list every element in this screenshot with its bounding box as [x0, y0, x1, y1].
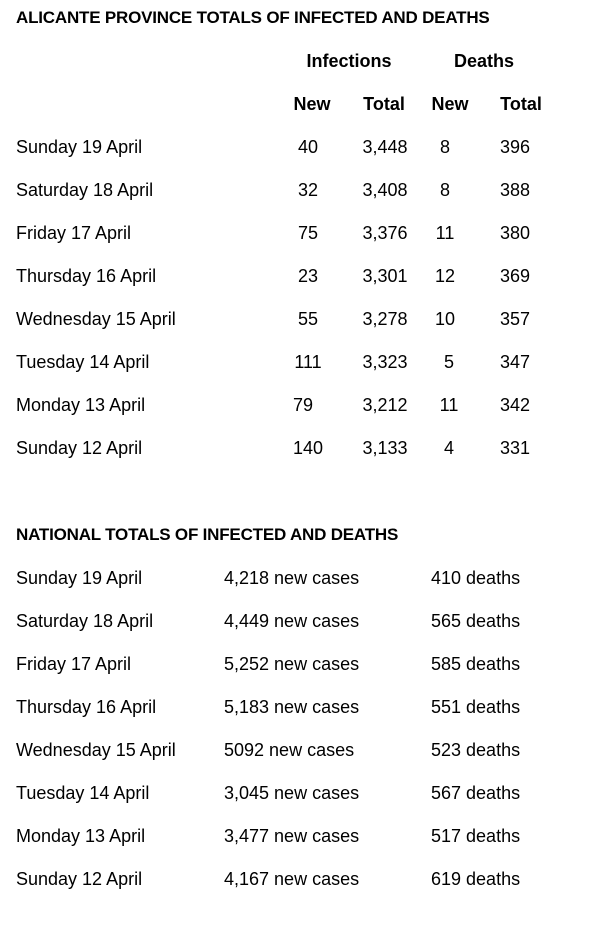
- deaths-new-value: 8: [439, 180, 451, 200]
- deaths-total-value: 369: [499, 266, 531, 286]
- table-row: [0, 395, 600, 425]
- row-date: Monday 13 April: [16, 395, 146, 415]
- table-row: [0, 309, 600, 339]
- deaths-new-value: 5: [443, 352, 455, 372]
- row-date: Thursday 16 April: [16, 697, 157, 717]
- new-cases-value: 5092 new cases: [224, 740, 355, 760]
- deaths-total-value: 331: [499, 438, 531, 458]
- table-row: [0, 266, 600, 296]
- row-date: Sunday 12 April: [16, 869, 143, 889]
- row-date: Friday 17 April: [16, 223, 132, 243]
- new-cases-value: 4,167 new cases: [224, 869, 360, 889]
- infections-total-value: 3,376: [362, 223, 408, 243]
- infections-total-header: Total: [363, 94, 405, 114]
- new-cases-value: 3,045 new cases: [224, 783, 360, 803]
- deaths-new-value: 12: [434, 266, 456, 286]
- deaths-new-value: 8: [439, 137, 451, 157]
- deaths-group-header: Deaths: [453, 51, 515, 71]
- deaths-new-value: 11: [435, 223, 455, 243]
- new-cases-value: 4,218 new cases: [224, 568, 360, 588]
- deaths-total-header: Total: [500, 94, 542, 114]
- infections-total-value: 3,212: [362, 395, 408, 415]
- infections-total-value: 3,133: [362, 438, 408, 458]
- infections-total-value: 3,278: [362, 309, 408, 329]
- infections-new-header: New: [293, 94, 331, 114]
- list-item: [0, 654, 600, 684]
- province-title: ALICANTE PROVINCE TOTALS OF INFECTED AND DEATHS: [16, 8, 490, 27]
- deaths-value: 619 deaths: [431, 869, 521, 889]
- table-row: [0, 223, 600, 253]
- national-title: NATIONAL TOTALS OF INFECTED AND DEATHS: [16, 525, 399, 544]
- infections-new-value: 32: [297, 180, 319, 200]
- row-date: Thursday 16 April: [16, 266, 157, 286]
- infections-new-value: 111: [294, 352, 322, 372]
- infections-total-value: 3,301: [362, 266, 408, 286]
- infections-new-value: 40: [297, 137, 319, 157]
- deaths-new-value: 11: [439, 395, 459, 415]
- infections-new-value: 23: [297, 266, 319, 286]
- row-date: Sunday 19 April: [16, 568, 143, 588]
- deaths-new-value: 10: [434, 309, 456, 329]
- infections-new-value: 79: [292, 395, 314, 415]
- deaths-total-value: 347: [499, 352, 531, 372]
- row-date: Wednesday 15 April: [16, 740, 176, 760]
- deaths-value: 565 deaths: [431, 611, 521, 631]
- infections-total-value: 3,323: [362, 352, 408, 372]
- row-date: Sunday 19 April: [16, 137, 143, 157]
- list-item: [0, 740, 600, 770]
- list-item: [0, 826, 600, 856]
- list-item: [0, 697, 600, 727]
- new-cases-value: 4,449 new cases: [224, 611, 360, 631]
- list-item: [0, 568, 600, 598]
- deaths-total-value: 380: [499, 223, 531, 243]
- new-cases-value: 5,183 new cases: [224, 697, 360, 717]
- table-row: [0, 180, 600, 210]
- list-item: [0, 869, 600, 899]
- row-date: Monday 13 April: [16, 826, 146, 846]
- infections-group-header: Infections: [306, 51, 392, 71]
- table-row: [0, 438, 600, 468]
- deaths-value: 551 deaths: [431, 697, 521, 717]
- deaths-total-value: 357: [499, 309, 531, 329]
- table-row: [0, 137, 600, 167]
- deaths-value: 523 deaths: [431, 740, 521, 760]
- deaths-value: 585 deaths: [431, 654, 521, 674]
- row-date: Tuesday 14 April: [16, 783, 150, 803]
- deaths-new-value: 4: [443, 438, 455, 458]
- deaths-total-value: 396: [499, 137, 531, 157]
- new-cases-value: 3,477 new cases: [224, 826, 360, 846]
- infections-total-value: 3,448: [362, 137, 408, 157]
- list-item: [0, 611, 600, 641]
- row-date: Tuesday 14 April: [16, 352, 150, 372]
- row-date: Saturday 18 April: [16, 180, 154, 200]
- deaths-new-header: New: [431, 94, 469, 114]
- row-date: Wednesday 15 April: [16, 309, 176, 329]
- list-item: [0, 783, 600, 813]
- new-cases-value: 5,252 new cases: [224, 654, 360, 674]
- row-date: Saturday 18 April: [16, 611, 154, 631]
- deaths-total-value: 388: [499, 180, 531, 200]
- deaths-value: 517 deaths: [431, 826, 521, 846]
- row-date: Friday 17 April: [16, 654, 132, 674]
- infections-new-value: 140: [292, 438, 324, 458]
- deaths-value: 567 deaths: [431, 783, 521, 803]
- infections-new-value: 75: [297, 223, 319, 243]
- infections-total-value: 3,408: [362, 180, 408, 200]
- row-date: Sunday 12 April: [16, 438, 143, 458]
- deaths-total-value: 342: [499, 395, 531, 415]
- deaths-value: 410 deaths: [431, 568, 521, 588]
- infections-new-value: 55: [297, 309, 319, 329]
- table-row: [0, 352, 600, 382]
